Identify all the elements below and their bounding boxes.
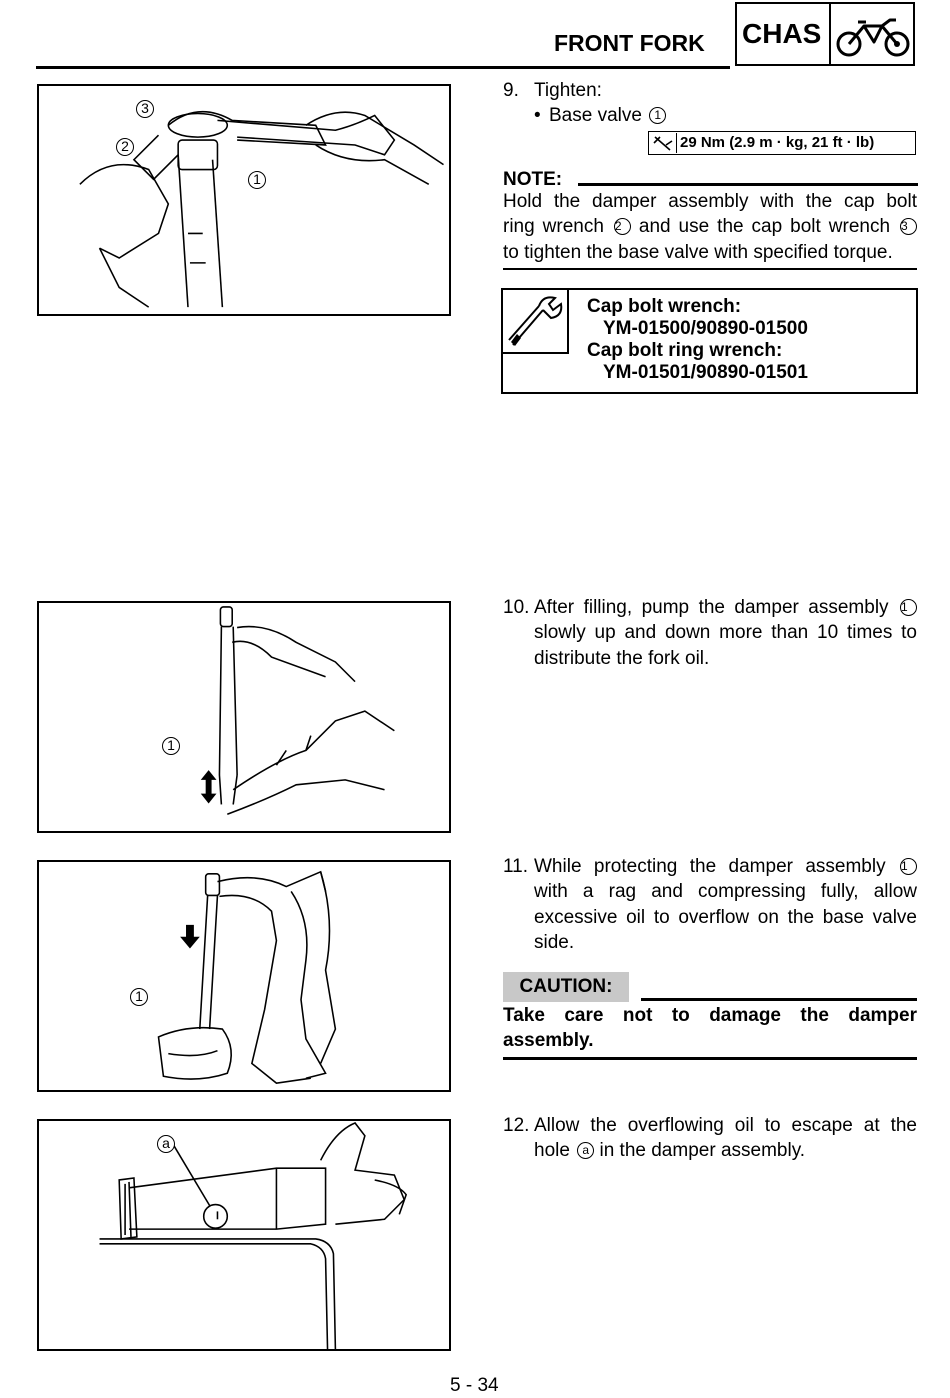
step12-text-a: hole (534, 1140, 570, 1161)
figure-base-valve-tightening (37, 84, 451, 316)
ref-a: a (577, 1142, 594, 1159)
tool-name-2: Cap bolt ring wrench: (587, 340, 783, 361)
step10-line-3: distribute the fork oil. (534, 648, 710, 669)
torque-wrench-icon (650, 133, 676, 153)
step11-text: While protecting the damper assembly (534, 856, 886, 877)
note-line-1: Hold the damper assembly with the cap bolt (503, 191, 917, 212)
tool-part-2: YM-01501/90890-01501 (603, 362, 808, 383)
step12-line-2 (534, 1138, 805, 1164)
callout-2: 2 (116, 138, 134, 156)
callout-a: a (157, 1135, 175, 1153)
step9-heading: Tighten: (534, 80, 602, 101)
caution-line-2: assembly. (503, 1030, 594, 1051)
figure-oil-overflow (37, 860, 451, 1092)
figure-illustration (39, 1121, 449, 1349)
note-line-3: to tighten the base valve with specified torque. (503, 242, 893, 263)
header-rule (36, 66, 730, 69)
callout-3: 3 (136, 100, 154, 118)
step11-line-1 (534, 854, 917, 880)
step12-number: 12. (503, 1115, 530, 1136)
caution-line-1: Take care not to damage the damper (503, 1005, 917, 1026)
page-title: FRONT FORK (554, 30, 705, 56)
figure-damper-pumping (37, 601, 451, 833)
tool-list (587, 296, 808, 384)
step11-line-3: excessive oil to overflow on the base valve (534, 907, 917, 928)
step11-line-2: with a rag and compressing fully, allow (534, 881, 917, 902)
step9-item-text: Base valve (549, 105, 642, 126)
step9-bullet: • (534, 105, 541, 126)
figure-damper-hole (37, 1119, 451, 1351)
caution-label: CAUTION: (503, 972, 629, 1002)
note-text-b: and use the cap bolt wrench (638, 216, 891, 237)
step9-number: 9. (503, 80, 519, 101)
special-tool-icon-cell (503, 290, 569, 354)
ref-2: 2 (614, 218, 631, 235)
note-text-a: ring wrench (503, 216, 604, 237)
step11-number: 11. (503, 856, 529, 877)
step12-line-1: Allow the overflowing oil to escape at the (534, 1115, 917, 1136)
step10-line-1 (534, 595, 917, 621)
note-rule (578, 183, 918, 186)
section-label: CHAS (742, 18, 822, 49)
step10-text: After filling, pump the damper assembly (534, 597, 889, 618)
ref-1: 1 (900, 858, 917, 875)
figure-illustration (39, 603, 449, 831)
torque-icon-cell (650, 133, 677, 153)
step10-number: 10. (503, 597, 530, 618)
page-number: 5 - 34 (450, 1375, 499, 1396)
caution-rule (641, 998, 917, 1001)
tool-name-1: Cap bolt wrench: (587, 296, 742, 317)
step11-line-4: side. (534, 932, 575, 953)
section-badge-divider (829, 2, 831, 66)
figure-illustration (39, 862, 449, 1090)
note-end-rule (503, 268, 917, 270)
ref-3: 3 (900, 218, 917, 235)
ref-1: 1 (649, 107, 666, 124)
ref-1: 1 (900, 599, 917, 616)
step10-line-2: slowly up and down more than 10 times to (534, 622, 917, 643)
figure-illustration (39, 86, 449, 314)
note-label: NOTE: (503, 169, 563, 190)
torque-value: 29 Nm (2.9 m · kg, 21 ft · lb) (680, 134, 875, 151)
step12-text-b: in the damper assembly. (599, 1140, 806, 1161)
special-tool-icon (503, 290, 567, 352)
callout-1: 1 (130, 988, 148, 1006)
step9-item (549, 103, 666, 129)
note-line-2 (503, 214, 917, 240)
callout-1: 1 (248, 171, 266, 189)
callout-1: 1 (162, 737, 180, 755)
motorcycle-icon (834, 12, 912, 58)
caution-end-rule (503, 1057, 917, 1060)
tool-part-1: YM-01500/90890-01500 (603, 318, 808, 339)
